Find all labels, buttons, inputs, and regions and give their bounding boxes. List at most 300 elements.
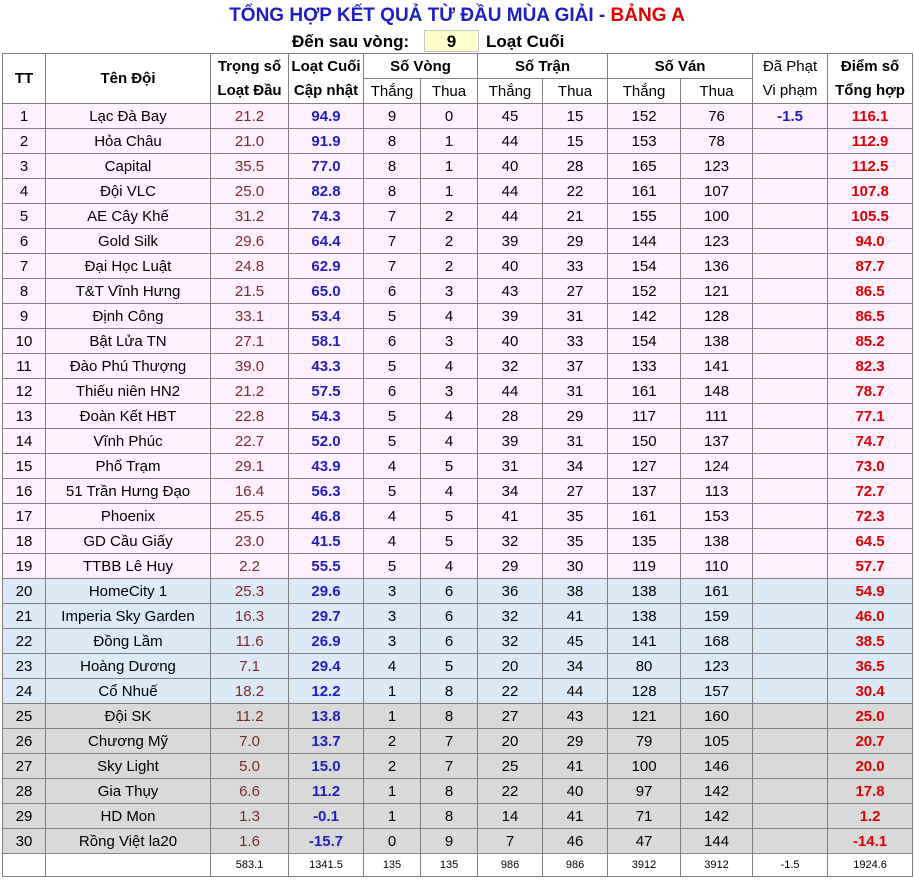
cell-final-update[interactable]: 29.7 bbox=[289, 604, 364, 629]
cell-rank[interactable]: 16 bbox=[3, 479, 46, 504]
cell-matches-win[interactable]: 44 bbox=[478, 379, 543, 404]
cell-penalty[interactable] bbox=[753, 754, 828, 779]
cell-final-update[interactable]: 53.4 bbox=[289, 304, 364, 329]
cell-team[interactable]: Imperia Sky Garden bbox=[46, 604, 211, 629]
cell-team[interactable]: Bật Lửa TN bbox=[46, 329, 211, 354]
cell-games-win[interactable]: 161 bbox=[608, 504, 681, 529]
cell-total-score[interactable]: 64.5 bbox=[828, 529, 913, 554]
cell-team[interactable]: HomeCity 1 bbox=[46, 579, 211, 604]
cell-team[interactable]: Vĩnh Phúc bbox=[46, 429, 211, 454]
cell-rounds-loss[interactable]: 7 bbox=[421, 729, 478, 754]
cell-matches-win[interactable]: 32 bbox=[478, 354, 543, 379]
cell-base-weight[interactable]: 22.8 bbox=[211, 404, 289, 429]
cell-games-win[interactable]: 80 bbox=[608, 654, 681, 679]
cell-games-win[interactable]: 155 bbox=[608, 204, 681, 229]
cell-team[interactable]: Đào Phú Thượng bbox=[46, 354, 211, 379]
cell-base-weight[interactable]: 31.2 bbox=[211, 204, 289, 229]
cell-rounds-win[interactable]: 1 bbox=[364, 779, 421, 804]
cell-matches-loss[interactable]: 44 bbox=[543, 679, 608, 704]
cell-penalty[interactable] bbox=[753, 704, 828, 729]
cell-games-loss[interactable]: 168 bbox=[681, 629, 753, 654]
cell-rounds-loss[interactable]: 5 bbox=[421, 504, 478, 529]
cell-final-update[interactable]: 74.3 bbox=[289, 204, 364, 229]
cell-rank[interactable]: 13 bbox=[3, 404, 46, 429]
cell-matches-win[interactable]: 40 bbox=[478, 329, 543, 354]
cell-team[interactable]: AE Cây Khế bbox=[46, 204, 211, 229]
cell-rounds-win[interactable]: 1 bbox=[364, 679, 421, 704]
cell-total-score[interactable]: 94.0 bbox=[828, 229, 913, 254]
cell-team[interactable]: Capital bbox=[46, 154, 211, 179]
cell-penalty[interactable] bbox=[753, 329, 828, 354]
cell-rank[interactable]: 14 bbox=[3, 429, 46, 454]
cell-total-score[interactable]: 82.3 bbox=[828, 354, 913, 379]
cell-final-update[interactable]: 15.0 bbox=[289, 754, 364, 779]
cell-matches-loss[interactable]: 31 bbox=[543, 304, 608, 329]
cell-matches-win[interactable]: 39 bbox=[478, 304, 543, 329]
cell-penalty[interactable] bbox=[753, 604, 828, 629]
cell-matches-loss[interactable]: 40 bbox=[543, 779, 608, 804]
cell-rounds-loss[interactable]: 4 bbox=[421, 429, 478, 454]
cell-rounds-loss[interactable]: 4 bbox=[421, 404, 478, 429]
cell-matches-win[interactable]: 32 bbox=[478, 629, 543, 654]
cell-rounds-loss[interactable]: 8 bbox=[421, 679, 478, 704]
cell-rounds-loss[interactable]: 3 bbox=[421, 329, 478, 354]
cell-rounds-win[interactable]: 6 bbox=[364, 329, 421, 354]
cell-games-win[interactable]: 153 bbox=[608, 129, 681, 154]
cell-rounds-win[interactable]: 8 bbox=[364, 154, 421, 179]
cell-rounds-loss[interactable]: 0 bbox=[421, 104, 478, 129]
cell-base-weight[interactable]: 16.3 bbox=[211, 604, 289, 629]
cell-matches-win[interactable]: 45 bbox=[478, 104, 543, 129]
cell-matches-loss[interactable]: 35 bbox=[543, 504, 608, 529]
cell-matches-win[interactable]: 40 bbox=[478, 254, 543, 279]
cell-rounds-loss[interactable]: 8 bbox=[421, 779, 478, 804]
cell-games-win[interactable]: 121 bbox=[608, 704, 681, 729]
cell-total-score[interactable]: 25.0 bbox=[828, 704, 913, 729]
cell-rounds-win[interactable]: 4 bbox=[364, 504, 421, 529]
cell-games-win[interactable]: 100 bbox=[608, 754, 681, 779]
cell-rounds-loss[interactable]: 5 bbox=[421, 454, 478, 479]
cell-base-weight[interactable]: 7.0 bbox=[211, 729, 289, 754]
cell-rounds-loss[interactable]: 6 bbox=[421, 579, 478, 604]
cell-final-update[interactable]: 13.7 bbox=[289, 729, 364, 754]
cell-penalty[interactable] bbox=[753, 729, 828, 754]
cell-penalty[interactable] bbox=[753, 454, 828, 479]
cell-games-loss[interactable]: 111 bbox=[681, 404, 753, 429]
cell-team[interactable]: Đội SK bbox=[46, 704, 211, 729]
cell-matches-win[interactable]: 43 bbox=[478, 279, 543, 304]
cell-team[interactable]: Định Công bbox=[46, 304, 211, 329]
cell-final-update[interactable]: 58.1 bbox=[289, 329, 364, 354]
cell-final-update[interactable]: -15.7 bbox=[289, 829, 364, 854]
cell-rounds-win[interactable]: 7 bbox=[364, 204, 421, 229]
cell-total-score[interactable]: 30.4 bbox=[828, 679, 913, 704]
cell-team[interactable]: Gold Silk bbox=[46, 229, 211, 254]
cell-games-loss[interactable]: 153 bbox=[681, 504, 753, 529]
cell-matches-win[interactable]: 25 bbox=[478, 754, 543, 779]
cell-matches-win[interactable]: 41 bbox=[478, 504, 543, 529]
cell-final-update[interactable]: 26.9 bbox=[289, 629, 364, 654]
cell-matches-loss[interactable]: 30 bbox=[543, 554, 608, 579]
cell-games-loss[interactable]: 138 bbox=[681, 529, 753, 554]
cell-penalty[interactable] bbox=[753, 629, 828, 654]
cell-penalty[interactable] bbox=[753, 529, 828, 554]
cell-total-score[interactable]: 20.7 bbox=[828, 729, 913, 754]
cell-rounds-loss[interactable]: 3 bbox=[421, 279, 478, 304]
cell-matches-win[interactable]: 7 bbox=[478, 829, 543, 854]
cell-matches-loss[interactable]: 43 bbox=[543, 704, 608, 729]
cell-total-score[interactable]: 78.7 bbox=[828, 379, 913, 404]
cell-base-weight[interactable]: 27.1 bbox=[211, 329, 289, 354]
cell-final-update[interactable]: 11.2 bbox=[289, 779, 364, 804]
cell-penalty[interactable] bbox=[753, 154, 828, 179]
cell-penalty[interactable]: -1.5 bbox=[753, 104, 828, 129]
cell-penalty[interactable] bbox=[753, 679, 828, 704]
cell-rank[interactable]: 29 bbox=[3, 804, 46, 829]
cell-base-weight[interactable]: 39.0 bbox=[211, 354, 289, 379]
cell-team[interactable]: GD Cầu Giấy bbox=[46, 529, 211, 554]
cell-games-loss[interactable]: 78 bbox=[681, 129, 753, 154]
cell-rounds-win[interactable]: 5 bbox=[364, 354, 421, 379]
cell-base-weight[interactable]: 33.1 bbox=[211, 304, 289, 329]
cell-base-weight[interactable]: 21.0 bbox=[211, 129, 289, 154]
cell-matches-loss[interactable]: 31 bbox=[543, 379, 608, 404]
cell-rounds-win[interactable]: 1 bbox=[364, 804, 421, 829]
cell-base-weight[interactable]: 16.4 bbox=[211, 479, 289, 504]
cell-team[interactable]: HD Mon bbox=[46, 804, 211, 829]
cell-rank[interactable]: 28 bbox=[3, 779, 46, 804]
cell-games-win[interactable]: 141 bbox=[608, 629, 681, 654]
cell-rank[interactable]: 19 bbox=[3, 554, 46, 579]
cell-games-loss[interactable]: 123 bbox=[681, 654, 753, 679]
cell-games-win[interactable]: 117 bbox=[608, 404, 681, 429]
cell-rank[interactable]: 23 bbox=[3, 654, 46, 679]
cell-penalty[interactable] bbox=[753, 804, 828, 829]
cell-rank[interactable]: 27 bbox=[3, 754, 46, 779]
cell-base-weight[interactable]: 25.0 bbox=[211, 179, 289, 204]
cell-total-score[interactable]: 73.0 bbox=[828, 454, 913, 479]
cell-rounds-loss[interactable]: 6 bbox=[421, 604, 478, 629]
cell-games-win[interactable]: 137 bbox=[608, 479, 681, 504]
cell-penalty[interactable] bbox=[753, 404, 828, 429]
cell-rank[interactable]: 5 bbox=[3, 204, 46, 229]
cell-final-update[interactable]: 57.5 bbox=[289, 379, 364, 404]
cell-team[interactable]: Phoenix bbox=[46, 504, 211, 529]
cell-games-win[interactable]: 152 bbox=[608, 279, 681, 304]
cell-final-update[interactable]: 43.9 bbox=[289, 454, 364, 479]
cell-total-score[interactable]: 1.2 bbox=[828, 804, 913, 829]
cell-total-score[interactable]: 107.8 bbox=[828, 179, 913, 204]
cell-games-loss[interactable]: 148 bbox=[681, 379, 753, 404]
cell-matches-win[interactable]: 29 bbox=[478, 554, 543, 579]
cell-total-score[interactable]: 77.1 bbox=[828, 404, 913, 429]
cell-rank[interactable]: 11 bbox=[3, 354, 46, 379]
cell-base-weight[interactable]: 18.2 bbox=[211, 679, 289, 704]
cell-games-loss[interactable]: 113 bbox=[681, 479, 753, 504]
cell-matches-win[interactable]: 22 bbox=[478, 779, 543, 804]
cell-base-weight[interactable]: 21.2 bbox=[211, 379, 289, 404]
cell-matches-loss[interactable]: 21 bbox=[543, 204, 608, 229]
cell-rounds-loss[interactable]: 9 bbox=[421, 829, 478, 854]
cell-matches-loss[interactable]: 29 bbox=[543, 729, 608, 754]
cell-rounds-win[interactable]: 5 bbox=[364, 429, 421, 454]
cell-games-win[interactable]: 152 bbox=[608, 104, 681, 129]
cell-base-weight[interactable]: 1.3 bbox=[211, 804, 289, 829]
cell-matches-loss[interactable]: 22 bbox=[543, 179, 608, 204]
cell-games-win[interactable]: 165 bbox=[608, 154, 681, 179]
cell-total-score[interactable]: -14.1 bbox=[828, 829, 913, 854]
cell-rounds-loss[interactable]: 2 bbox=[421, 204, 478, 229]
cell-final-update[interactable]: 13.8 bbox=[289, 704, 364, 729]
cell-rounds-loss[interactable]: 4 bbox=[421, 354, 478, 379]
cell-matches-win[interactable]: 34 bbox=[478, 479, 543, 504]
cell-total-score[interactable]: 20.0 bbox=[828, 754, 913, 779]
cell-games-win[interactable]: 144 bbox=[608, 229, 681, 254]
cell-games-win[interactable]: 154 bbox=[608, 254, 681, 279]
cell-rounds-win[interactable]: 7 bbox=[364, 229, 421, 254]
cell-team[interactable]: 51 Trần Hưng Đạo bbox=[46, 479, 211, 504]
cell-final-update[interactable]: 12.2 bbox=[289, 679, 364, 704]
cell-matches-win[interactable]: 28 bbox=[478, 404, 543, 429]
cell-games-win[interactable]: 133 bbox=[608, 354, 681, 379]
cell-team[interactable]: Hỏa Châu bbox=[46, 129, 211, 154]
cell-matches-loss[interactable]: 15 bbox=[543, 104, 608, 129]
cell-penalty[interactable] bbox=[753, 504, 828, 529]
cell-total-score[interactable]: 116.1 bbox=[828, 104, 913, 129]
cell-matches-win[interactable]: 44 bbox=[478, 129, 543, 154]
cell-games-win[interactable]: 142 bbox=[608, 304, 681, 329]
cell-rounds-win[interactable]: 3 bbox=[364, 629, 421, 654]
cell-games-loss[interactable]: 161 bbox=[681, 579, 753, 604]
cell-matches-win[interactable]: 31 bbox=[478, 454, 543, 479]
cell-matches-loss[interactable]: 27 bbox=[543, 479, 608, 504]
cell-final-update[interactable]: -0.1 bbox=[289, 804, 364, 829]
cell-games-loss[interactable]: 136 bbox=[681, 254, 753, 279]
cell-final-update[interactable]: 94.9 bbox=[289, 104, 364, 129]
cell-rounds-win[interactable]: 9 bbox=[364, 104, 421, 129]
cell-rounds-win[interactable]: 2 bbox=[364, 729, 421, 754]
cell-rank[interactable]: 26 bbox=[3, 729, 46, 754]
total-matches-win[interactable]: 986 bbox=[478, 854, 543, 877]
cell-final-update[interactable]: 29.6 bbox=[289, 579, 364, 604]
cell-rounds-win[interactable]: 1 bbox=[364, 704, 421, 729]
cell-games-loss[interactable]: 100 bbox=[681, 204, 753, 229]
cell-games-win[interactable]: 161 bbox=[608, 379, 681, 404]
cell-team[interactable]: Sky Light bbox=[46, 754, 211, 779]
cell-matches-loss[interactable]: 29 bbox=[543, 229, 608, 254]
cell-matches-loss[interactable]: 28 bbox=[543, 154, 608, 179]
cell-final-update[interactable]: 82.8 bbox=[289, 179, 364, 204]
cell-games-win[interactable]: 138 bbox=[608, 579, 681, 604]
cell-games-win[interactable]: 138 bbox=[608, 604, 681, 629]
cell-matches-loss[interactable]: 45 bbox=[543, 629, 608, 654]
total-games-loss[interactable]: 3912 bbox=[681, 854, 753, 877]
cell-team[interactable]: Rồng Việt la20 bbox=[46, 829, 211, 854]
cell-total-score[interactable]: 86.5 bbox=[828, 279, 913, 304]
cell-rounds-loss[interactable]: 4 bbox=[421, 554, 478, 579]
cell-matches-loss[interactable]: 41 bbox=[543, 754, 608, 779]
cell-final-update[interactable]: 43.3 bbox=[289, 354, 364, 379]
cell-base-weight[interactable]: 23.0 bbox=[211, 529, 289, 554]
cell-base-weight[interactable]: 29.1 bbox=[211, 454, 289, 479]
cell-matches-loss[interactable]: 34 bbox=[543, 654, 608, 679]
cell-team[interactable]: Đội VLC bbox=[46, 179, 211, 204]
cell-rounds-win[interactable]: 5 bbox=[364, 304, 421, 329]
cell-matches-win[interactable]: 20 bbox=[478, 654, 543, 679]
cell-base-weight[interactable]: 5.0 bbox=[211, 754, 289, 779]
cell-total-score[interactable]: 85.2 bbox=[828, 329, 913, 354]
cell-total-score[interactable]: 72.7 bbox=[828, 479, 913, 504]
cell-rounds-win[interactable]: 4 bbox=[364, 529, 421, 554]
cell-rounds-win[interactable]: 4 bbox=[364, 654, 421, 679]
cell-team[interactable]: Cổ Nhuế bbox=[46, 679, 211, 704]
cell-matches-loss[interactable]: 27 bbox=[543, 279, 608, 304]
cell-penalty[interactable] bbox=[753, 179, 828, 204]
cell-rank[interactable]: 30 bbox=[3, 829, 46, 854]
cell-rounds-loss[interactable]: 1 bbox=[421, 179, 478, 204]
cell-rank[interactable]: 22 bbox=[3, 629, 46, 654]
cell-games-loss[interactable]: 105 bbox=[681, 729, 753, 754]
cell-rank[interactable]: 25 bbox=[3, 704, 46, 729]
cell-games-win[interactable]: 79 bbox=[608, 729, 681, 754]
cell-total-score[interactable]: 17.8 bbox=[828, 779, 913, 804]
cell-matches-win[interactable]: 36 bbox=[478, 579, 543, 604]
cell-rank[interactable]: 6 bbox=[3, 229, 46, 254]
cell-matches-win[interactable]: 32 bbox=[478, 604, 543, 629]
cell-final-update[interactable]: 56.3 bbox=[289, 479, 364, 504]
cell-games-win[interactable]: 97 bbox=[608, 779, 681, 804]
cell-rounds-loss[interactable]: 2 bbox=[421, 254, 478, 279]
cell-total-score[interactable]: 74.7 bbox=[828, 429, 913, 454]
cell-rounds-win[interactable]: 7 bbox=[364, 254, 421, 279]
cell-rounds-loss[interactable]: 1 bbox=[421, 129, 478, 154]
cell-games-loss[interactable]: 107 bbox=[681, 179, 753, 204]
cell-total-score[interactable]: 87.7 bbox=[828, 254, 913, 279]
cell-rounds-win[interactable]: 3 bbox=[364, 579, 421, 604]
cell-total-score[interactable]: 112.9 bbox=[828, 129, 913, 154]
cell-team[interactable]: Đại Học Luật bbox=[46, 254, 211, 279]
cell-games-loss[interactable]: 142 bbox=[681, 804, 753, 829]
cell-games-loss[interactable]: 146 bbox=[681, 754, 753, 779]
cell-total-score[interactable]: 86.5 bbox=[828, 304, 913, 329]
cell-team[interactable]: Gia Thụy bbox=[46, 779, 211, 804]
cell-rounds-loss[interactable]: 4 bbox=[421, 304, 478, 329]
cell-games-win[interactable]: 119 bbox=[608, 554, 681, 579]
cell-rounds-loss[interactable]: 8 bbox=[421, 704, 478, 729]
cell-penalty[interactable] bbox=[753, 129, 828, 154]
cell-penalty[interactable] bbox=[753, 354, 828, 379]
cell-rounds-loss[interactable]: 7 bbox=[421, 754, 478, 779]
cell-penalty[interactable] bbox=[753, 429, 828, 454]
total-matches-loss[interactable]: 986 bbox=[543, 854, 608, 877]
cell-matches-loss[interactable]: 46 bbox=[543, 829, 608, 854]
cell-base-weight[interactable]: 2.2 bbox=[211, 554, 289, 579]
cell-team[interactable]: Hoàng Dương bbox=[46, 654, 211, 679]
cell-team[interactable]: Phố Trạm bbox=[46, 454, 211, 479]
cell-matches-loss[interactable]: 33 bbox=[543, 254, 608, 279]
cell-total-score[interactable]: 72.3 bbox=[828, 504, 913, 529]
cell-games-win[interactable]: 47 bbox=[608, 829, 681, 854]
cell-games-win[interactable]: 135 bbox=[608, 529, 681, 554]
cell-final-update[interactable]: 52.0 bbox=[289, 429, 364, 454]
cell-total-score[interactable]: 105.5 bbox=[828, 204, 913, 229]
cell-rounds-win[interactable]: 8 bbox=[364, 129, 421, 154]
total-games-win[interactable]: 3912 bbox=[608, 854, 681, 877]
cell-base-weight[interactable]: 11.2 bbox=[211, 704, 289, 729]
total-penalty[interactable]: -1.5 bbox=[753, 854, 828, 877]
cell-penalty[interactable] bbox=[753, 829, 828, 854]
total-rounds-win[interactable]: 135 bbox=[364, 854, 421, 877]
cell-rounds-win[interactable]: 6 bbox=[364, 379, 421, 404]
cell-matches-win[interactable]: 44 bbox=[478, 179, 543, 204]
cell-penalty[interactable] bbox=[753, 579, 828, 604]
cell-games-loss[interactable]: 144 bbox=[681, 829, 753, 854]
cell-base-weight[interactable]: 7.1 bbox=[211, 654, 289, 679]
cell-matches-win[interactable]: 44 bbox=[478, 204, 543, 229]
cell-rounds-loss[interactable]: 4 bbox=[421, 479, 478, 504]
cell-rank[interactable]: 4 bbox=[3, 179, 46, 204]
cell-rank[interactable]: 21 bbox=[3, 604, 46, 629]
cell-games-win[interactable]: 154 bbox=[608, 329, 681, 354]
cell-penalty[interactable] bbox=[753, 229, 828, 254]
cell-matches-loss[interactable]: 37 bbox=[543, 354, 608, 379]
cell-games-loss[interactable]: 123 bbox=[681, 229, 753, 254]
cell-games-win[interactable]: 161 bbox=[608, 179, 681, 204]
cell-final-update[interactable]: 55.5 bbox=[289, 554, 364, 579]
cell-total-score[interactable]: 38.5 bbox=[828, 629, 913, 654]
cell-rank[interactable]: 7 bbox=[3, 254, 46, 279]
cell-rank[interactable]: 18 bbox=[3, 529, 46, 554]
cell-final-update[interactable]: 46.8 bbox=[289, 504, 364, 529]
cell-games-loss[interactable]: 159 bbox=[681, 604, 753, 629]
cell-games-loss[interactable]: 137 bbox=[681, 429, 753, 454]
cell-games-win[interactable]: 71 bbox=[608, 804, 681, 829]
cell-matches-loss[interactable]: 41 bbox=[543, 604, 608, 629]
cell-base-weight[interactable]: 25.3 bbox=[211, 579, 289, 604]
cell-team[interactable]: Đoàn Kết HBT bbox=[46, 404, 211, 429]
cell-final-update[interactable]: 77.0 bbox=[289, 154, 364, 179]
cell-rounds-win[interactable]: 8 bbox=[364, 179, 421, 204]
cell-games-loss[interactable]: 76 bbox=[681, 104, 753, 129]
cell-matches-win[interactable]: 40 bbox=[478, 154, 543, 179]
cell-rounds-loss[interactable]: 6 bbox=[421, 629, 478, 654]
cell-rounds-win[interactable]: 4 bbox=[364, 454, 421, 479]
cell-total-score[interactable]: 57.7 bbox=[828, 554, 913, 579]
cell-team[interactable]: Lạc Đà Bay bbox=[46, 104, 211, 129]
cell-final-update[interactable]: 29.4 bbox=[289, 654, 364, 679]
cell-penalty[interactable] bbox=[753, 779, 828, 804]
cell-matches-win[interactable]: 39 bbox=[478, 229, 543, 254]
cell-matches-win[interactable]: 14 bbox=[478, 804, 543, 829]
cell-final-update[interactable]: 64.4 bbox=[289, 229, 364, 254]
cell-matches-win[interactable]: 20 bbox=[478, 729, 543, 754]
cell-games-loss[interactable]: 142 bbox=[681, 779, 753, 804]
cell-final-update[interactable]: 91.9 bbox=[289, 129, 364, 154]
cell-rounds-loss[interactable]: 8 bbox=[421, 804, 478, 829]
total-rounds-loss[interactable]: 135 bbox=[421, 854, 478, 877]
cell-matches-loss[interactable]: 15 bbox=[543, 129, 608, 154]
total-score[interactable]: 1924.6 bbox=[828, 854, 913, 877]
cell-total-score[interactable]: 36.5 bbox=[828, 654, 913, 679]
cell-final-update[interactable]: 65.0 bbox=[289, 279, 364, 304]
cell-penalty[interactable] bbox=[753, 654, 828, 679]
cell-matches-loss[interactable]: 29 bbox=[543, 404, 608, 429]
cell-penalty[interactable] bbox=[753, 204, 828, 229]
cell-matches-loss[interactable]: 34 bbox=[543, 454, 608, 479]
cell-base-weight[interactable]: 11.6 bbox=[211, 629, 289, 654]
cell-rounds-loss[interactable]: 2 bbox=[421, 229, 478, 254]
cell-penalty[interactable] bbox=[753, 479, 828, 504]
